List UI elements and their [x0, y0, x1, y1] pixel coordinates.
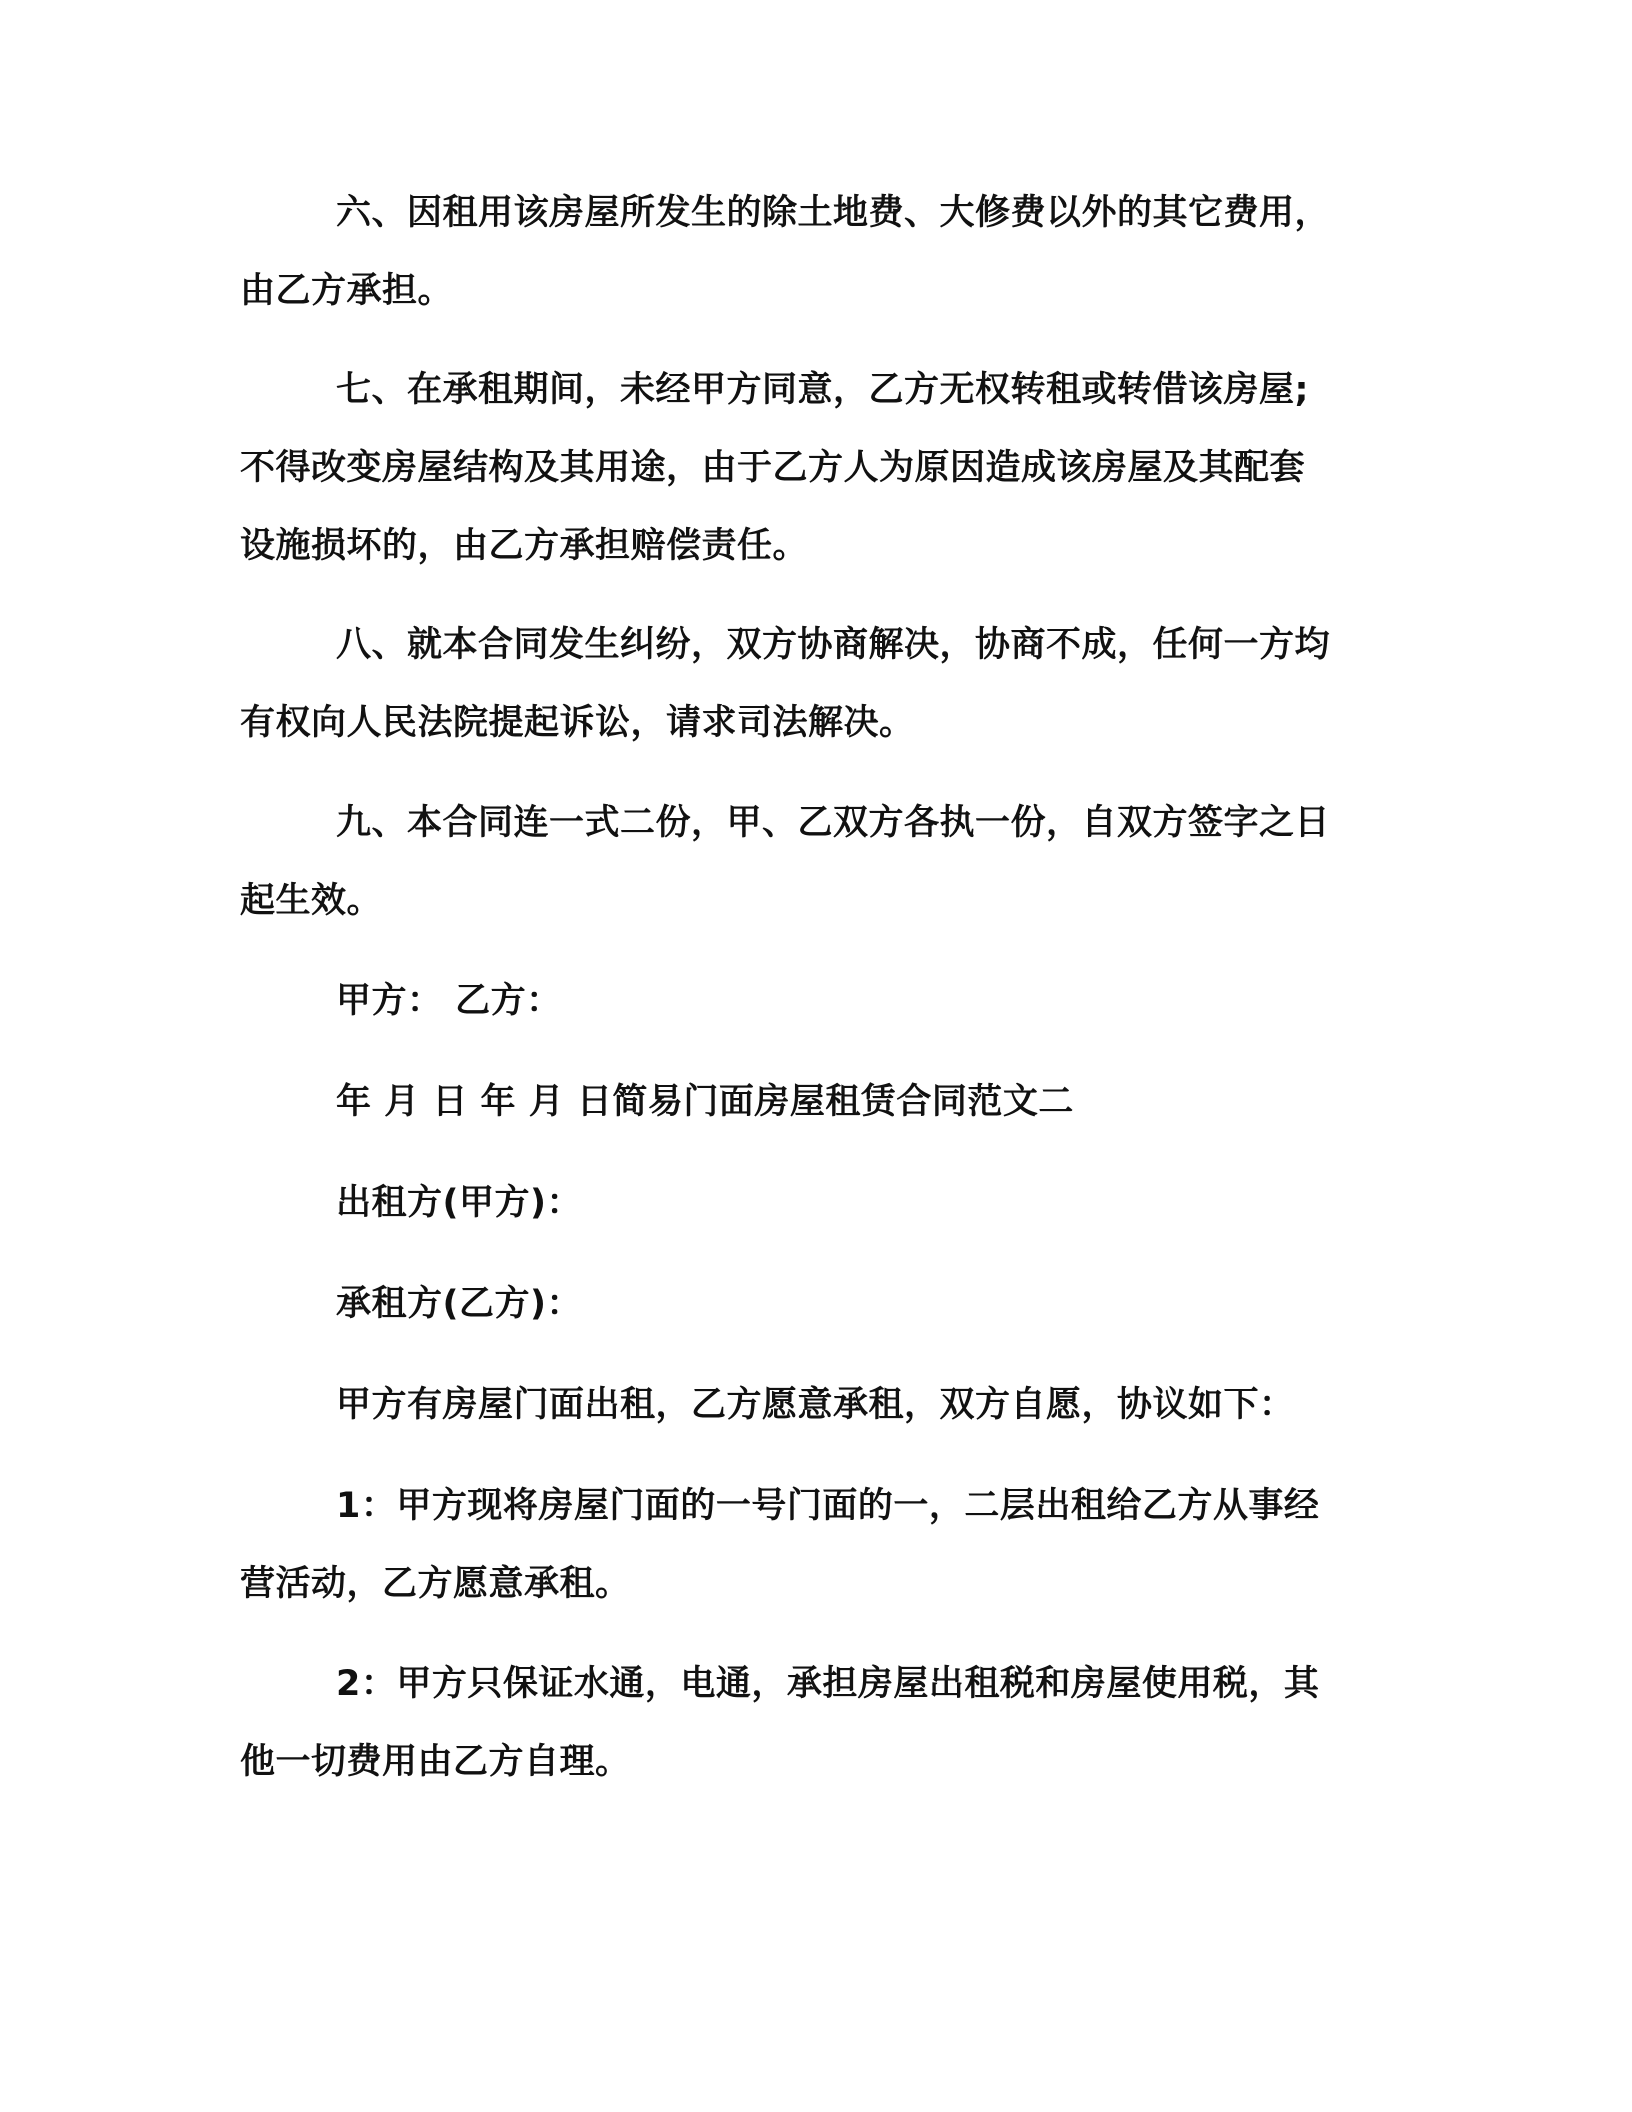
text-line: 六、因租用该房屋所发生的除土地费、大修费以外的其它费用， — [336, 193, 1331, 233]
text-line: 甲方有房屋门面出租，乙方愿意承租，双方自愿，协议如下： — [336, 1385, 1295, 1425]
clause-7-paragraph — [240, 351, 1380, 585]
date-and-title-line — [240, 1063, 1380, 1141]
lessee-line — [240, 1265, 1380, 1343]
text-line: 有权向人民法院提起诉讼，请求司法解决。 — [240, 703, 915, 743]
text-line: 1：甲方现将房屋门面的一号门面的一，二层出租给乙方从事经 — [336, 1486, 1320, 1526]
text-line: 年 月 日 年 月 日简易门面房屋租赁合同范文二 — [336, 1082, 1074, 1122]
clause-6-paragraph — [240, 174, 1380, 330]
text-line: 甲方： 乙方： — [336, 981, 562, 1021]
text-line: 七、在承租期间，未经甲方同意，乙方无权转租或转借该房屋; — [336, 370, 1309, 410]
text-line: 起生效。 — [240, 881, 383, 921]
lessor-line — [240, 1164, 1380, 1242]
text-line: 承租方(乙方)： — [336, 1284, 582, 1324]
text-line: 他一切费用由乙方自理。 — [240, 1742, 631, 1782]
text-line: 由乙方承担。 — [240, 271, 454, 311]
term-2-paragraph — [240, 1645, 1380, 1801]
text-line: 九、本合同连一式二份，甲、乙双方各执一份，自双方签字之日 — [336, 803, 1331, 843]
text-line: 营活动，乙方愿意承租。 — [240, 1564, 631, 1604]
text-line: 设施损坏的，由乙方承担赔偿责任。 — [240, 526, 809, 566]
clause-9-paragraph — [240, 784, 1380, 940]
text-line: 八、就本合同发生纠纷，双方协商解决，协商不成，任何一方均 — [336, 625, 1331, 665]
agreement-intro-line — [240, 1366, 1380, 1444]
signature-parties-line — [240, 962, 1380, 1040]
term-1-paragraph — [240, 1467, 1380, 1623]
text-line: 出租方(甲方)： — [336, 1183, 582, 1223]
text-line: 2：甲方只保证水通，电通，承担房屋出租税和房屋使用税，其 — [336, 1664, 1320, 1704]
text-line: 不得改变房屋结构及其用途，由于乙方人为原因造成该房屋及其配套 — [240, 448, 1306, 488]
clause-8-paragraph — [240, 606, 1380, 762]
